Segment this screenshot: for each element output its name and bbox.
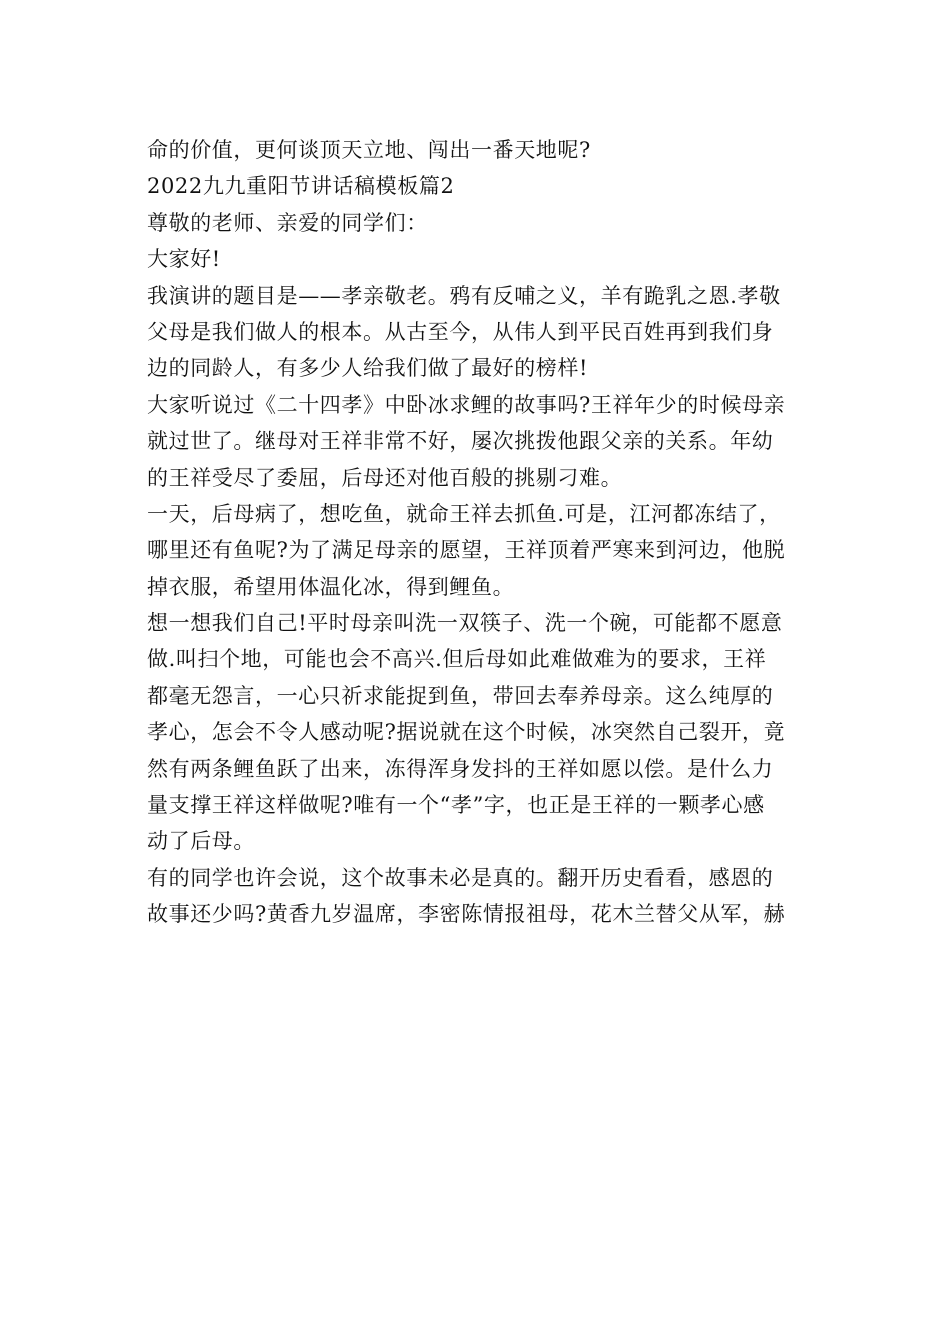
text-line: 掉衣服，希望用体温化冰，得到鲤鱼。 xyxy=(147,574,515,599)
paragraph xyxy=(147,860,807,933)
text-line: 大家好! xyxy=(147,247,221,272)
text-line: 哪里还有鱼呢?为了满足母亲的愿望，王祥顶着严寒来到河边，他脱 xyxy=(147,538,786,563)
document-body xyxy=(147,132,807,933)
text-line: 然有两条鲤鱼跃了出来，冻得浑身发抖的王祥如愿以偿。是什么力 xyxy=(147,756,774,781)
text-line: 量支撑王祥这样做呢?唯有一个“孝”字，也正是王祥的一颗孝心感 xyxy=(147,793,765,818)
paragraph xyxy=(147,241,807,277)
text-line: 2022九九重阳节讲话稿模板篇2 xyxy=(147,174,455,199)
text-line: 孝心，怎会不令人感动呢?据说就在这个时候，冰突然自己裂开，竟 xyxy=(147,720,786,745)
paragraph xyxy=(147,387,807,496)
text-line: 就过世了。继母对王祥非常不好，屡次挑拨他跟父亲的关系。年幼 xyxy=(147,429,774,454)
text-line: 动了后母。 xyxy=(147,829,255,854)
text-line: 都毫无怨言，一心只祈求能捉到鱼，带回去奉养母亲。这么纯厚的 xyxy=(147,683,774,708)
paragraph xyxy=(147,168,807,204)
text-line: 的王祥受尽了委屈，后母还对他百般的挑剔刁难。 xyxy=(147,465,623,490)
text-line: 我演讲的题目是——孝亲敬老。鸦有反哺之义，羊有跪乳之恩.孝敬 xyxy=(147,283,781,308)
text-line: 一天，后母病了，想吃鱼，就命王祥去抓鱼.可是，江河都冻结了， xyxy=(147,501,781,526)
text-line: 边的同龄人，有多少人给我们做了最好的榜样! xyxy=(147,356,589,381)
paragraph xyxy=(147,496,807,605)
text-line: 父母是我们做人的根本。从古至今，从伟人到平民百姓再到我们身 xyxy=(147,319,774,344)
paragraph xyxy=(147,132,807,168)
paragraph xyxy=(147,278,807,387)
text-line: 做.叫扫个地，可能也会不高兴.但后母如此难做难为的要求，王祥 xyxy=(147,647,767,672)
text-line: 想一想我们自己!平时母亲叫洗一双筷子、洗一个碗，可能都不愿意 xyxy=(147,611,783,636)
text-line: 大家听说过《二十四孝》中卧冰求鲤的故事吗?王祥年少的时候母亲 xyxy=(147,392,786,417)
text-line: 命的价值，更何谈顶天立地、闯出一番天地呢? xyxy=(147,138,591,162)
text-line: 有的同学也许会说，这个故事未必是真的。翻开历史看看，感恩的 xyxy=(147,865,774,890)
paragraph xyxy=(147,205,807,241)
text-line: 尊敬的老师、亲爱的同学们： xyxy=(147,210,428,235)
paragraph xyxy=(147,605,807,860)
text-line: 故事还少吗?黄香九岁温席，李密陈情报祖母，花木兰替父从军，赫 xyxy=(147,902,786,927)
